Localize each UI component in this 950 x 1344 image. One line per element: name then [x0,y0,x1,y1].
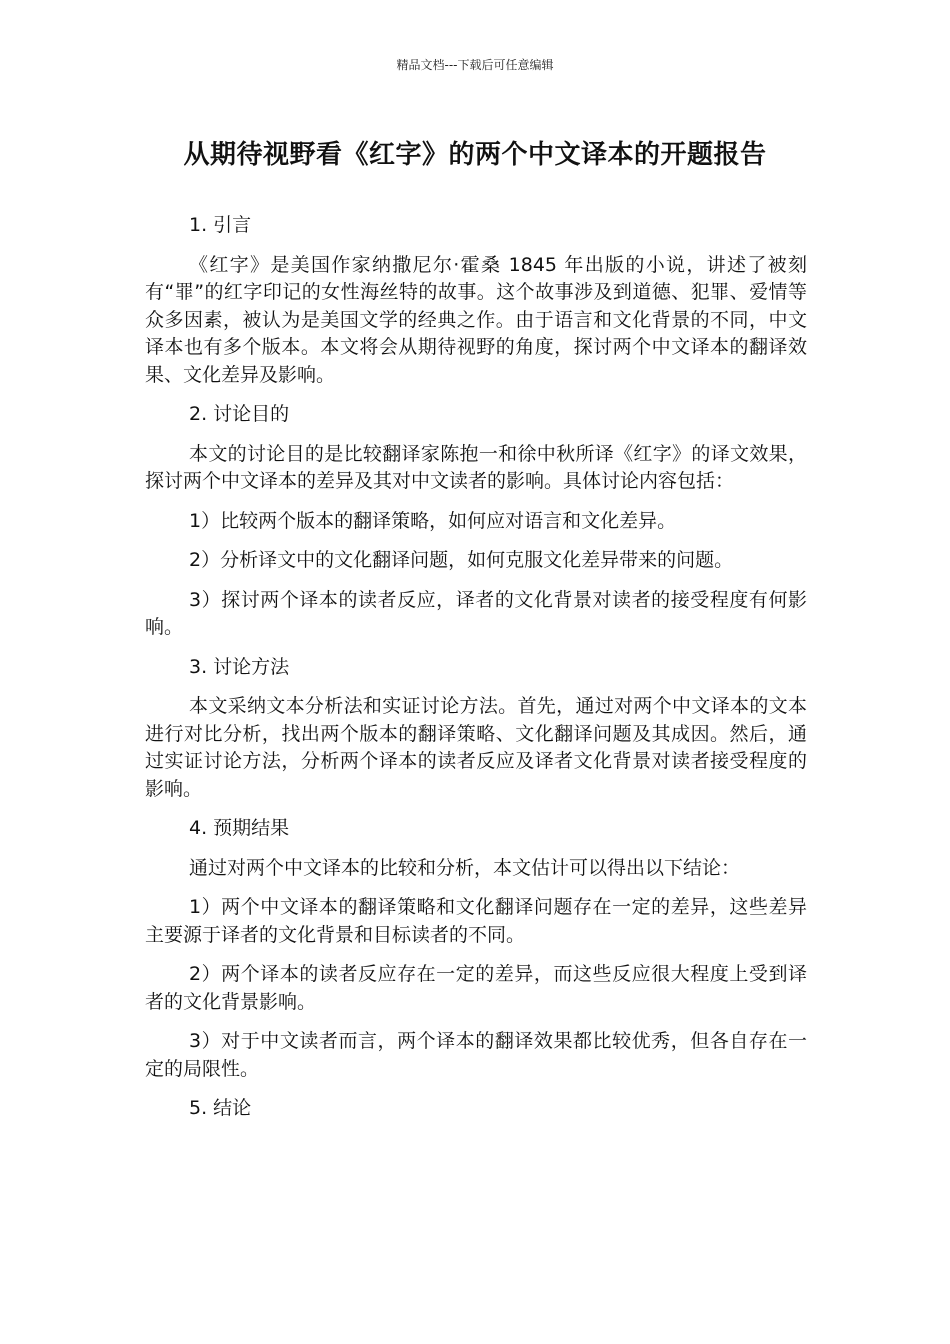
document-body [145,212,807,1135]
list-item-purpose-1: 1）比较两个版本的翻译策略，如何应对语言和文化差异。 [189,509,677,532]
section-heading-purpose: 2. 讨论目的 [189,403,290,425]
section-heading-conclusion: 5. 结论 [189,1097,252,1119]
list-item-result-2: 2）两个译本的读者反应存在一定的差异，而这些反应很大程度上受到译者的文化背景影响。 [145,963,807,1013]
paragraph-purpose: 本文的讨论目的是比较翻译家陈抱一和徐中秋所译《红字》的译文效果，探讨两个中文译本的差异及其对中文读者的影响。具体讨论内容包括： [145,442,807,492]
list-item-result-1: 1）两个中文译本的翻译策略和文化翻译问题存在一定的差异，这些差异主要源于译者的文化背景和目标读者的不同。 [145,896,807,946]
list-item-purpose-2: 2）分析译文中的文化翻译问题，如何克服文化差异带来的问题。 [189,549,734,571]
section-heading-expected-results: 4. 预期结果 [189,817,290,839]
paragraph-expected-results: 通过对两个中文译本的比较和分析，本文估计可以得出以下结论： [189,856,741,879]
paragraph-introduction: 《红字》是美国作家纳撒尼尔·霍桑 1845 年出版的小说，讲述了被刻有“罪”的红字印记的女性海丝特的故事。这个故事涉及到道德、犯罪、爱情等众多因素，被认为是美国文学的经典之作。由于语言和文化背景的不同，中文译本也有多个版本。本文将会从期待视野的角度，探讨两个中文译本的翻译效果、文化差异及影响。 [145,253,807,386]
section-heading-introduction: 1. 引言 [189,214,252,236]
list-item-result-3: 3）对于中文读者而言，两个译本的翻译效果都比较优秀，但各自存在一定的局限性。 [145,1030,807,1080]
list-item-purpose-3: 3）探讨两个译本的读者反应，译者的文化背景对读者的接受程度有何影响。 [145,588,807,638]
section-heading-method: 3. 讨论方法 [189,655,290,678]
document-title: 从期待视野看《红字》的两个中文译本的开题报告 [183,140,767,170]
paragraph-method: 本文采纳文本分析法和实证讨论方法。首先，通过对两个中文译本的文本进行对比分析，找出两个版本的翻译策略、文化翻译问题及其成因。然后，通过实证讨论方法，分析两个译本的读者反应及译者文化背景对读者接受程度的影响。 [145,695,807,800]
page-header: 精品文档---下载后可任意编辑 [396,58,554,72]
